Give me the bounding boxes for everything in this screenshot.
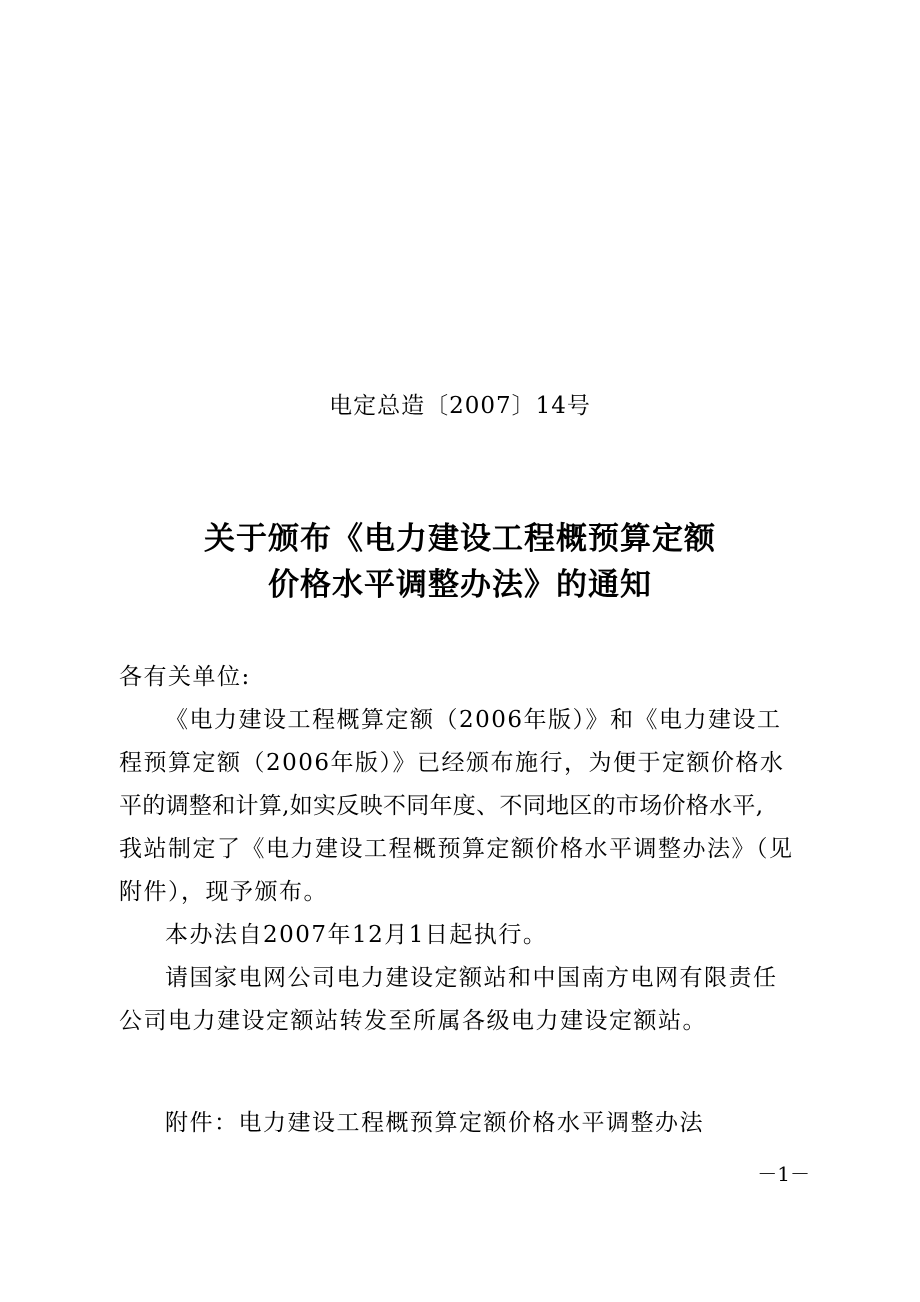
paragraph-line: 我站制定了《电力建设工程概预算定额价格水平调整办法》（见 [119,836,794,862]
paragraph-line: 平的调整和计算,如实反映不同年度、不同地区的市场价格水平, [119,793,764,819]
paragraph-line: 程预算定额（2006年版）》已经颁布施行，为便于定额价格水 [119,750,785,776]
document-title [0,516,920,608]
paragraph-announcement [119,699,809,914]
attachment-note [119,1102,809,1145]
attachment-line: 附件：电力建设工程概预算定额价格水平调整办法 [165,1110,704,1136]
paragraph-effective-date [119,914,809,957]
document-number: 电定总造〔2007〕14号 [329,393,591,419]
title-line-2: 价格水平调整办法》的通知 [268,567,652,603]
addressee: 各有关单位: [119,664,251,690]
paragraph-line: 公司电力建设定额站转发至所属各级电力建设定额站。 [119,1008,707,1034]
title-line-1: 关于颁布《电力建设工程概预算定额 [204,521,716,557]
paragraph-line: 请国家电网公司电力建设定额站和中国南方电网有限责任 [165,965,778,991]
paragraph-forwarding [119,957,809,1043]
page-number: －1－ [757,1162,810,1186]
paragraph-line: 本办法自2007年12月1日起执行。 [165,922,548,948]
paragraph-line: 《电力建设工程概算定额（2006年版）》和《电力建设工 [165,707,782,733]
paragraph-line: 附件），现予颁布。 [119,879,328,905]
